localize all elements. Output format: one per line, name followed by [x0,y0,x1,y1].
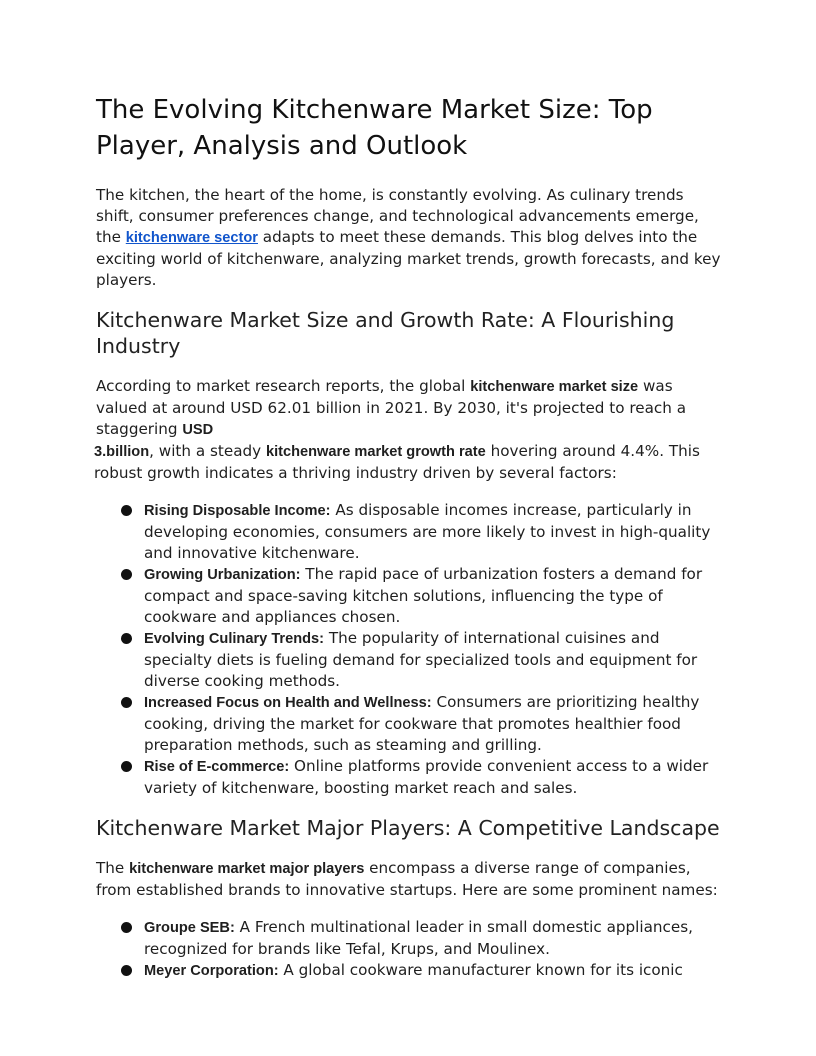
list-item-text: As disposable incomes increase, particularly in developing economies, consumers are more likely to invest in high-quality and innovative kitchenware. [144,501,711,562]
growth-factors-list [96,500,721,799]
list-item-label: Evolving Culinary Trends: [144,631,325,647]
major-players-text-1: The [96,859,130,877]
major-players-text-2: encompass a diverse range of companies, from established brands to innovative startups. Here are some prominent names: [96,859,718,899]
bullet-icon [121,965,132,976]
list-item [96,692,721,756]
market-size-text-3: , with a steady [149,442,266,460]
list-item-label: Growing Urbanization: [144,567,301,583]
kitchenware-sector-link[interactable]: kitchenware sector [125,230,258,246]
list-item-text: A global cookware manufacturer known for its iconic [278,961,683,979]
list-item-text: A French multinational leader in small domestic appliances, recognized for brands like Tefal, Krups, and Moulinex. [144,918,693,958]
usd-label: USD [182,422,214,438]
market-size-text-1: According to market research reports, the global [96,377,471,395]
list-item-label: Increased Focus on Health and Wellness: [144,695,432,711]
bullet-icon [121,569,132,580]
list-item-text: The rapid pace of urbanization fosters a demand for compact and space-saving kitchen solutions, influencing the type of cookware and appliances chosen. [144,565,703,626]
market-size-term: kitchenware market size [470,379,639,395]
major-players-list [96,917,721,982]
section-heading-major-players: Kitchenware Market Major Players: A Competitive Landscape [96,816,720,840]
list-item-text: Online platforms provide convenient access to a wider variety of kitchenware, boosting market reach and sales. [144,757,709,797]
list-item-text: The popularity of international cuisines and specialty diets is fueling demand for specialized tools and equipment for diverse cooking methods. [144,629,698,690]
projected-value-line [94,441,721,484]
list-item [96,564,721,628]
major-players-term: kitchenware market major players [129,861,365,877]
intro-text-after-link: adapts to meet these demands. This blog delves into the exciting world of kitchenware, analyzing market trends, growth forecasts, and key players. [96,228,721,289]
market-size-text-2: was valued at around USD 62.01 billion in 2021. By 2030, it's projected to reach a staggering [96,377,686,438]
projected-value: 3.billion [94,444,150,460]
bullet-icon [121,697,132,708]
list-item [96,500,721,564]
market-size-text-4: hovering around 4.4%. This robust growth indicates a thriving industry driven by several factors: [94,442,700,482]
list-item [96,756,721,799]
list-item [96,960,721,982]
list-item-label: Groupe SEB: [144,920,235,936]
list-item [96,917,721,960]
bullet-icon [121,633,132,644]
intro-paragraph [96,185,721,291]
list-item-label: Meyer Corporation: [144,963,279,979]
growth-rate-term: kitchenware market growth rate [265,444,486,460]
section-heading-market-size: Kitchenware Market Size and Growth Rate: A Flourishing Industry [96,308,675,358]
list-item [96,628,721,692]
page-title: The Evolving Kitchenware Market Size: Top Player, Analysis and Outlook [96,95,653,161]
document-page [96,92,721,998]
bullet-icon [121,922,132,933]
list-item-label: Rise of E-commerce: [144,759,290,775]
major-players-paragraph [96,858,721,901]
bullet-icon [121,505,132,516]
list-item-text: Consumers are prioritizing healthy cooking, driving the market for cookware that promotes healthier food preparation methods, such as steaming and grilling. [144,693,700,754]
market-size-paragraph [96,376,721,484]
intro-text-before-link: The kitchen, the heart of the home, is constantly evolving. As culinary trends shift, consumer preferences change, and technological advancements emerge, the [96,186,699,246]
list-item-label: Rising Disposable Income: [144,503,331,519]
bullet-icon [121,761,132,772]
